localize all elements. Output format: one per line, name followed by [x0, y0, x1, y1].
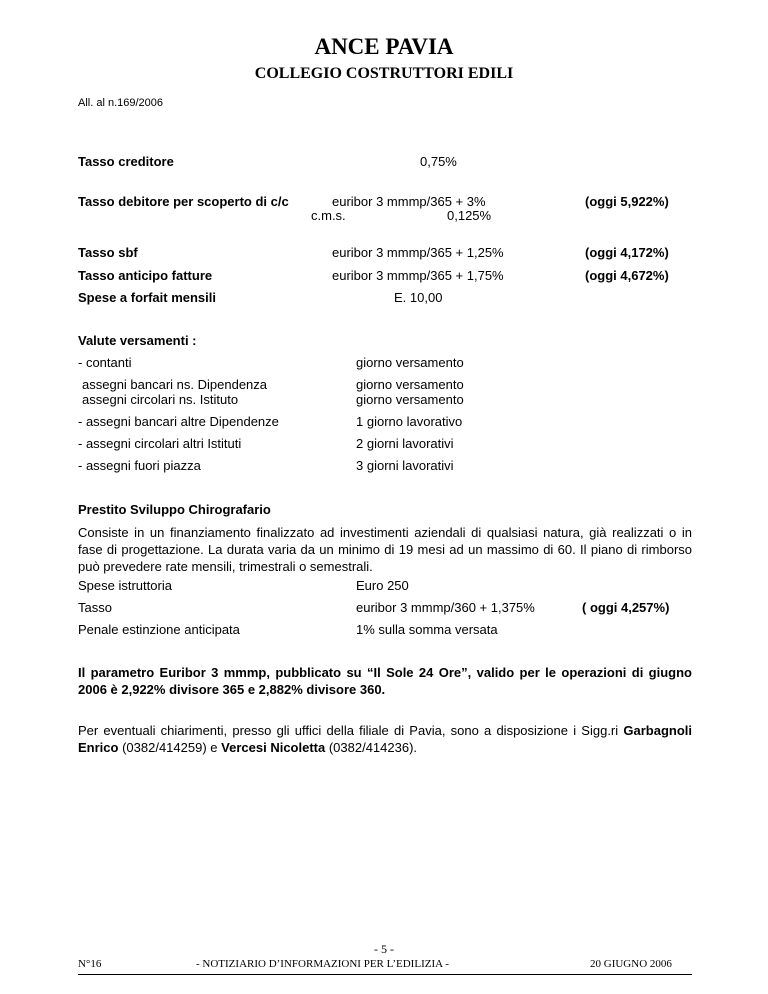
assegni-istituto-label: assegni circolari ns. Istituto [82, 392, 239, 407]
prestito-tasso-value: euribor 3 mmmp/360 + 1,375% [356, 600, 535, 615]
cms-label: c.m.s. [311, 208, 346, 223]
footer-divider [78, 974, 692, 975]
altre-dipendenze-label: - assegni bancari altre Dipendenze [78, 414, 279, 429]
tasso-debitore-label: Tasso debitore per scoperto di c/c [78, 194, 289, 209]
contact-phone-vercesi: (0382/414236). [328, 740, 418, 755]
contacts-intro: Per eventuali chiarimenti, presso gli uffici della filiale di Pavia, sono a disposizione i Sigg.ri [78, 723, 619, 738]
altre-dipendenze-value: 1 giorno lavorativo [356, 414, 463, 429]
contanti-label: - contanti [78, 355, 132, 370]
valute-heading: Valute versamenti : [78, 333, 197, 348]
tasso-creditore-label: Tasso creditore [78, 154, 174, 169]
fuori-piazza-label: - assegni fuori piazza [78, 458, 201, 473]
altri-istituti-label: - assegni circolari altri Istituti [78, 436, 242, 451]
spese-istruttoria-value: Euro 250 [356, 578, 409, 593]
assegni-dipendenza-label: assegni bancari ns. Dipendenza [82, 377, 268, 392]
newsletter-title: - NOTIZIARIO D’INFORMAZIONI PER L’EDILIZIA - [196, 958, 449, 970]
page-title: ANCE PAVIA [314, 34, 454, 59]
tasso-creditore-value: 0,75% [420, 154, 457, 169]
prestito-tasso-oggi: ( oggi 4,257%) [582, 600, 670, 615]
prestito-description: Consiste in un finanziamento finalizzato ad investimenti aziendali di qualsiasi natura, già realizzati o in fase di progettazione. La durata varia da un minimo di 19 mesi ad un massimo di 60. Il piano di rimborso può prevedere rate mensili, trimestrali o semestrali. [78, 525, 692, 574]
cms-value: 0,125% [447, 208, 492, 223]
assegni-istituto-value: giorno versamento [356, 392, 464, 407]
tasso-anticipo-label: Tasso anticipo fatture [78, 268, 213, 283]
contacts-paragraph [78, 722, 692, 756]
tasso-sbf-value: euribor 3 mmmp/365 + 1,25% [332, 245, 504, 260]
contanti-value: giorno versamento [356, 355, 464, 370]
contacts-joiner: e [210, 740, 218, 755]
fuori-piazza-value: 3 giorni lavorativi [356, 458, 454, 473]
spese-forfait-value: E. 10,00 [394, 290, 443, 305]
penale-label: Penale estinzione anticipata [78, 622, 240, 637]
euribor-note: Il parametro Euribor 3 mmmp, pubblicato su “Il Sole 24 Ore”, valido per le operazioni di giugno 2006 è 2,922% divisore 365 e 2,882% divisore 360. [78, 665, 692, 697]
prestito-tasso-label: Tasso [78, 600, 112, 615]
issue-number: N°16 [78, 958, 102, 970]
spese-istruttoria-label: Spese istruttoria [78, 578, 172, 593]
contact-phone-garbagnoli: (0382/414259) [122, 740, 207, 755]
altri-istituti-value: 2 giorni lavorativi [356, 436, 454, 451]
tasso-debitore-oggi: (oggi 5,922%) [585, 194, 669, 209]
tasso-sbf-oggi: (oggi 4,172%) [585, 245, 669, 260]
tasso-anticipo-value: euribor 3 mmmp/365 + 1,75% [332, 268, 504, 283]
tasso-anticipo-oggi: (oggi 4,672%) [585, 268, 669, 283]
spese-forfait-label: Spese a forfait mensili [78, 290, 216, 305]
contact-name-vercesi: Vercesi Nicoletta [221, 740, 326, 755]
prestito-heading: Prestito Sviluppo Chirografario [78, 502, 271, 517]
tasso-debitore-value: euribor 3 mmmp/365 + 3% [332, 194, 486, 209]
penale-value: 1% sulla somma versata [356, 622, 498, 637]
tasso-sbf-label: Tasso sbf [78, 245, 138, 260]
contact-name-garbagnoli: Garbagnoli Enrico [78, 723, 692, 755]
page-subtitle: COLLEGIO COSTRUTTORI EDILI [254, 65, 514, 82]
page-number: - 5 - [374, 942, 394, 956]
issue-date: 20 GIUGNO 2006 [590, 958, 672, 970]
attachment-reference: All. al n.169/2006 [78, 97, 164, 109]
assegni-dipendenza-value: giorno versamento [356, 377, 464, 392]
